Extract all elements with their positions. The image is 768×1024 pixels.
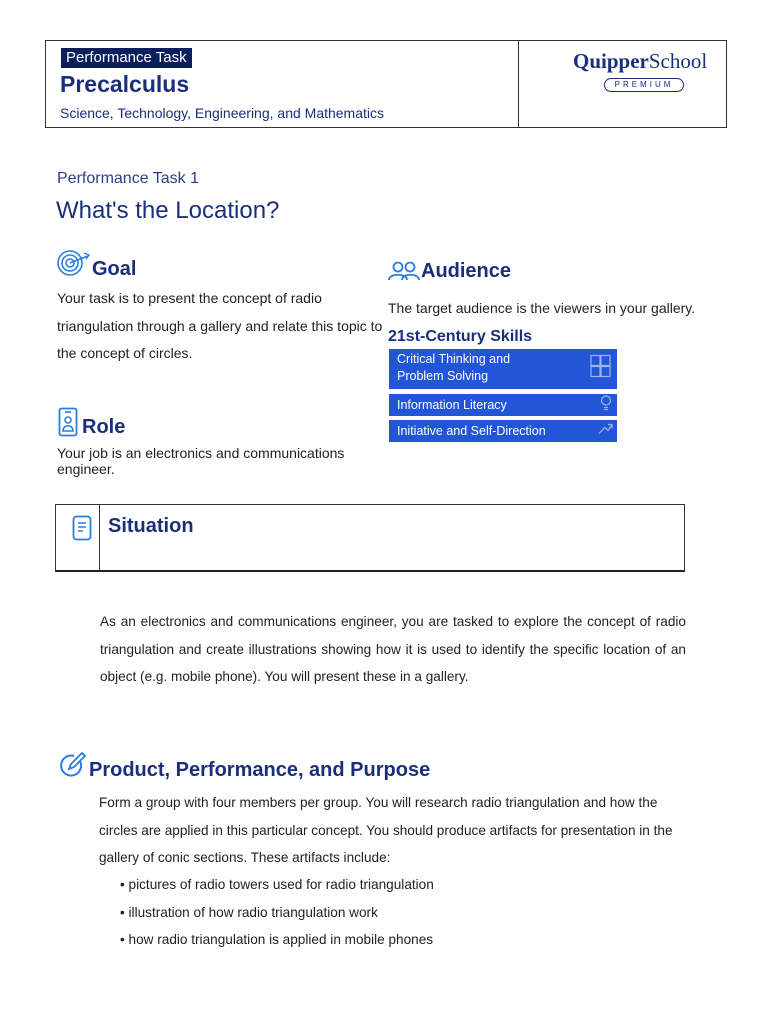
goal-text: Your task is to present the concept of radio triangulation through a gallery and relate this topic to the concept of circles. [57,290,383,361]
task-title: What's the Location? [56,197,280,224]
role-heading: Role [82,416,126,438]
header-left-cell [46,41,519,127]
skill-label-line1: Critical Thinking and [397,352,511,366]
product-heading: Product, Performance, and Purpose [89,759,431,781]
audience-text: The target audience is the viewers in your gallery. [388,300,696,316]
strand-name: Science, Technology, Engineering, and Mathematics [60,105,385,121]
course-title: Precalculus [60,71,190,97]
task-number: Performance Task 1 [57,170,199,187]
situation-box [55,504,685,572]
performance-task-label: Performance Task [61,48,192,68]
skill-label-line2: Problem Solving [397,369,489,383]
document-icon [72,515,92,546]
skill-critical-thinking [389,349,617,389]
role-text: Your job is an electronics and communications engineer. [57,445,345,477]
logo-regular-text: School [648,49,708,73]
quipper-school-logo [546,49,716,99]
skill-label: Information Literacy [397,398,507,412]
goal-heading: Goal [92,258,137,280]
arrow-up-icon [597,422,613,441]
skill-information-literacy [389,394,617,416]
situation-divider [99,505,100,571]
people-icon [388,261,420,286]
header-box [45,40,727,128]
situation-text: As an electronics and communications engineer, you are tasked to explore the concept of radio triangulation and create illustrations showing how it is used to identify the specific location of an object (e.g. mobile phone). You will present these in a gallery. [100,614,686,684]
lightbulb-icon [599,395,613,416]
puzzle-icon [589,354,613,385]
id-badge-icon [58,407,78,442]
list-item: • illustration of how radio triangulation work [120,904,378,920]
list-item: • pictures of radio towers used for radio triangulation [120,877,434,892]
audience-heading: Audience [421,260,512,282]
list-item: • how radio triangulation is applied in mobile phones [120,932,434,947]
artifact-list [120,871,434,954]
situation-heading: Situation [108,515,194,537]
skill-initiative [389,420,617,442]
logo-bold-text: Quipper [573,49,649,73]
premium-badge: PREMIUM [604,78,684,92]
skills-heading: 21st-Century Skills [388,328,533,345]
target-icon [57,248,91,283]
pencil-circle-icon [58,752,86,785]
product-text: Form a group with four members per group. You will research radio triangulation and how the circles are applied in this particular concept. You should produce artifacts for presentation in the gallery of conic sections. These artifacts include: [99,795,673,865]
skill-label: Initiative and Self-Direction [397,424,546,438]
